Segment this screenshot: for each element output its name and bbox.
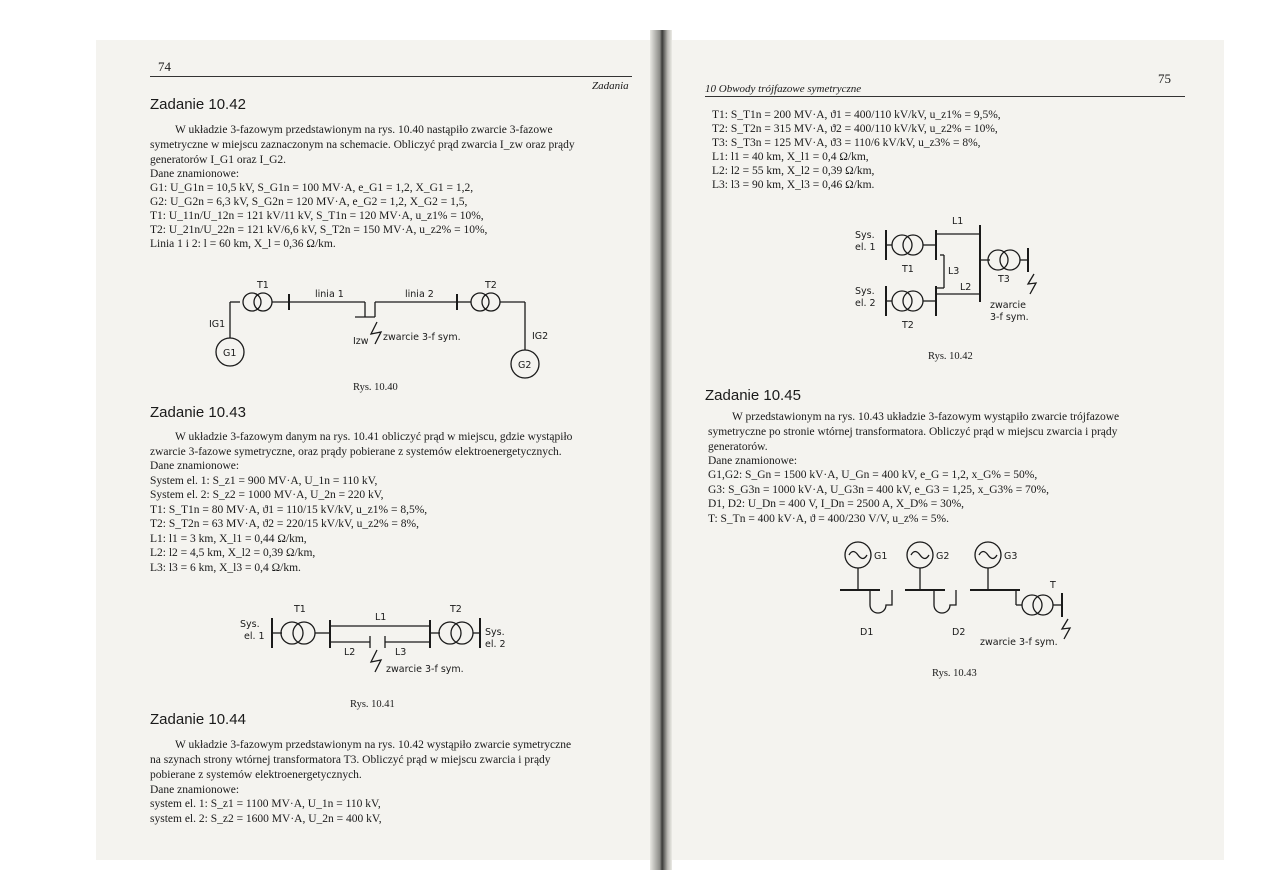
label-t2: T2 xyxy=(450,604,462,615)
right-header-rule xyxy=(705,96,1185,97)
label-l3: L3 xyxy=(948,266,960,277)
label-l1: L1 xyxy=(375,612,387,623)
text-10-44-line: pobierane z systemów elektroenergetycznych. xyxy=(150,769,362,781)
heading-10-44: Zadanie 10.44 xyxy=(150,711,246,728)
text-10-44-cont-line: L3: l3 = 90 km, X_l3 = 0,46 Ω/km. xyxy=(712,179,875,191)
label-t1: T1 xyxy=(257,280,269,291)
label-ig1: IG1 xyxy=(209,319,226,330)
caption-10-43: Rys. 10.43 xyxy=(932,668,977,679)
left-running-head: Zadania xyxy=(592,80,629,92)
label-el1: el. 1 xyxy=(244,631,265,642)
label-l1: L1 xyxy=(952,216,964,227)
text-10-44-cont-line: T3: S_T3n = 125 MV·A, ϑ3 = 110/6 kV/kV, u_z3% = 8%, xyxy=(712,137,981,149)
right-page-number: 75 xyxy=(1158,71,1171,86)
heading-10-42: Zadanie 10.42 xyxy=(150,96,246,113)
text-10-43-line: System el. 1: S_z1 = 900 MV·A, U_1n = 110 kV, xyxy=(150,475,378,487)
text-10-45-line: D1, D2: U_Dn = 400 V, I_Dn = 2500 A, X_D% = 30%, xyxy=(708,498,965,510)
caption-10-41: Rys. 10.41 xyxy=(350,699,395,710)
text-10-42-line: W układzie 3-fazowym przedstawionym na rys. 10.40 nastąpiło zwarcie 3-fazowe xyxy=(175,124,553,136)
text-10-43-line: L2: l2 = 4,5 km, X_l2 = 0,39 Ω/km, xyxy=(150,547,316,559)
text-10-43-line: Dane znamionowe: xyxy=(150,460,240,472)
label-linia2: linia 2 xyxy=(405,289,434,300)
text-10-44-cont-line: T2: S_T2n = 315 MV·A, ϑ2 = 400/110 kV/kV, u_z2% = 10%, xyxy=(712,123,998,135)
text-10-43-line: System el. 2: S_z2 = 1000 MV·A, U_2n = 220 kV, xyxy=(150,489,384,501)
text-10-45-line: T: S_Tn = 400 kV·A, ϑ = 400/230 V/V, u_z% = 5%. xyxy=(708,513,949,525)
text-10-45-line: symetryczne po stronie wtórnej transformatora. Obliczyć prąd w miejscu zwarcia i prądy xyxy=(708,426,1118,438)
text-10-44-line: system el. 2: S_z2 = 1600 MV·A, U_2n = 400 kV, xyxy=(150,813,382,825)
text-10-42-line: T1: U_11n/U_12n = 121 kV/11 kV, S_T1n = 120 MV·A, u_z1% = 10%, xyxy=(150,210,484,222)
left-page-number: 74 xyxy=(158,59,171,74)
book-spine xyxy=(650,30,672,870)
label-ig2: IG2 xyxy=(532,331,549,342)
label-izw: Izw xyxy=(353,336,369,347)
text-10-42-line: generatorów I_G1 oraz I_G2. xyxy=(150,154,287,166)
text-10-42-line: Dane znamionowe: xyxy=(150,168,240,180)
label-d2: D2 xyxy=(952,627,966,638)
text-10-43-line: W układzie 3-fazowym danym na rys. 10.41 obliczyć prąd w miejscu, gdzie wystąpiło xyxy=(175,431,573,443)
label-t2: T2 xyxy=(485,280,497,291)
label-fault-2: 3-f sym. xyxy=(990,312,1029,323)
text-10-43-line: T1: S_T1n = 80 MV·A, ϑ1 = 110/15 kV/kV, u_z1% = 8,5%, xyxy=(150,504,428,516)
label-sys1: Sys. xyxy=(240,619,260,630)
text-10-42-line: Linia 1 i 2: l = 60 km, X_l = 0,36 Ω/km. xyxy=(150,238,336,250)
label-t1: T1 xyxy=(902,264,914,275)
text-10-44-cont-line: T1: S_T1n = 200 MV·A, ϑ1 = 400/110 kV/kV, u_z1% = 9,5%, xyxy=(712,109,1001,121)
text-10-43-line: zwarcie 3-fazowe symetryczne, oraz prądy pobierane z systemów elektroenergetycznych. xyxy=(150,446,562,458)
figure-10-41 xyxy=(240,600,540,690)
text-10-44-cont-line: L1: l1 = 40 km, X_l1 = 0,4 Ω/km, xyxy=(712,151,869,163)
figure-10-40 xyxy=(195,272,565,382)
text-10-43-line: L3: l3 = 6 km, X_l3 = 0,4 Ω/km. xyxy=(150,562,301,574)
label-el2: el. 2 xyxy=(855,298,876,309)
label-l2: L2 xyxy=(960,282,972,293)
text-10-42-line: G2: U_G2n = 6,3 kV, S_G2n = 120 MV·A, e_G2 = 1,2, X_G2 = 1,5, xyxy=(150,196,468,208)
text-10-45-line: Dane znamionowe: xyxy=(708,455,798,467)
label-t: T xyxy=(1050,580,1056,591)
label-sys2: Sys. xyxy=(855,286,875,297)
text-10-44-line: Dane znamionowe: xyxy=(150,784,240,796)
right-running-head: 10 Obwody trójfazowe symetryczne xyxy=(705,83,862,95)
label-l2: L2 xyxy=(344,647,356,658)
label-linia1: linia 1 xyxy=(315,289,344,300)
text-10-44-line: W układzie 3-fazowym przedstawionym na rys. 10.42 wystąpiło zwarcie symetryczne xyxy=(175,739,572,751)
text-10-45-line: generatorów. xyxy=(708,441,768,453)
label-fault: zwarcie 3-f sym. xyxy=(383,332,461,343)
heading-10-43: Zadanie 10.43 xyxy=(150,404,246,421)
text-10-43-line: L1: l1 = 3 km, X_l1 = 0,44 Ω/km, xyxy=(150,533,307,545)
label-sys2: Sys. xyxy=(485,627,505,638)
label-t2: T2 xyxy=(902,320,914,331)
label-g1: G1 xyxy=(874,551,888,562)
label-g2: G2 xyxy=(518,360,532,371)
caption-10-42: Rys. 10.42 xyxy=(928,351,973,362)
label-fault-1: zwarcie xyxy=(990,300,1026,311)
text-10-44-cont-line: L2: l2 = 55 km, X_l2 = 0,39 Ω/km, xyxy=(712,165,875,177)
text-10-45-line: W przedstawionym na rys. 10.43 układzie 3-fazowym wystąpiło zwarcie trójfazowe xyxy=(732,411,1120,423)
text-10-44-line: system el. 1: S_z1 = 1100 MV·A, U_1n = 110 kV, xyxy=(150,798,381,810)
label-t3: T3 xyxy=(998,274,1010,285)
label-l3: L3 xyxy=(395,647,407,658)
label-g2: G2 xyxy=(936,551,950,562)
label-d1: D1 xyxy=(860,627,874,638)
text-10-42-line: G1: U_G1n = 10,5 kV, S_G1n = 100 MV·A, e_G1 = 1,2, X_G1 = 1,2, xyxy=(150,182,474,194)
left-header-rule xyxy=(150,76,632,77)
label-el1: el. 1 xyxy=(855,242,876,253)
label-g3: G3 xyxy=(1004,551,1018,562)
label-t1: T1 xyxy=(294,604,306,615)
label-el2: el. 2 xyxy=(485,639,506,650)
text-10-43-line: T2: S_T2n = 63 MV·A, ϑ2 = 220/15 kV/kV, u_z2% = 8%, xyxy=(150,518,419,530)
caption-10-40: Rys. 10.40 xyxy=(353,382,398,393)
text-10-45-line: G1,G2: S_Gn = 1500 kV·A, U_Gn = 400 kV, e_G = 1,2, x_G% = 50%, xyxy=(708,469,1038,481)
figure-10-42 xyxy=(840,210,1090,335)
label-sys1: Sys. xyxy=(855,230,875,241)
label-fault: zwarcie 3-f sym. xyxy=(980,637,1058,648)
label-g1: G1 xyxy=(223,348,237,359)
label-fault: zwarcie 3-f sym. xyxy=(386,664,464,675)
text-10-45-line: G3: S_G3n = 1000 kV·A, U_G3n = 400 kV, e_G3 = 1,25, x_G3% = 70%, xyxy=(708,484,1050,496)
text-10-42-line: T2: U_21n/U_22n = 121 kV/6,6 kV, S_T2n = 150 MV·A, u_z2% = 10%, xyxy=(150,224,488,236)
text-10-42-line: symetryczne w miejscu zaznaczonym na schemacie. Obliczyć prąd zwarcia I_zw oraz prądy xyxy=(150,139,575,151)
figure-10-43 xyxy=(820,535,1100,660)
heading-10-45: Zadanie 10.45 xyxy=(705,387,801,404)
text-10-44-line: na szynach strony wtórnej transformatora T3. Obliczyć prąd w miejscu zwarcia i prądy xyxy=(150,754,551,766)
